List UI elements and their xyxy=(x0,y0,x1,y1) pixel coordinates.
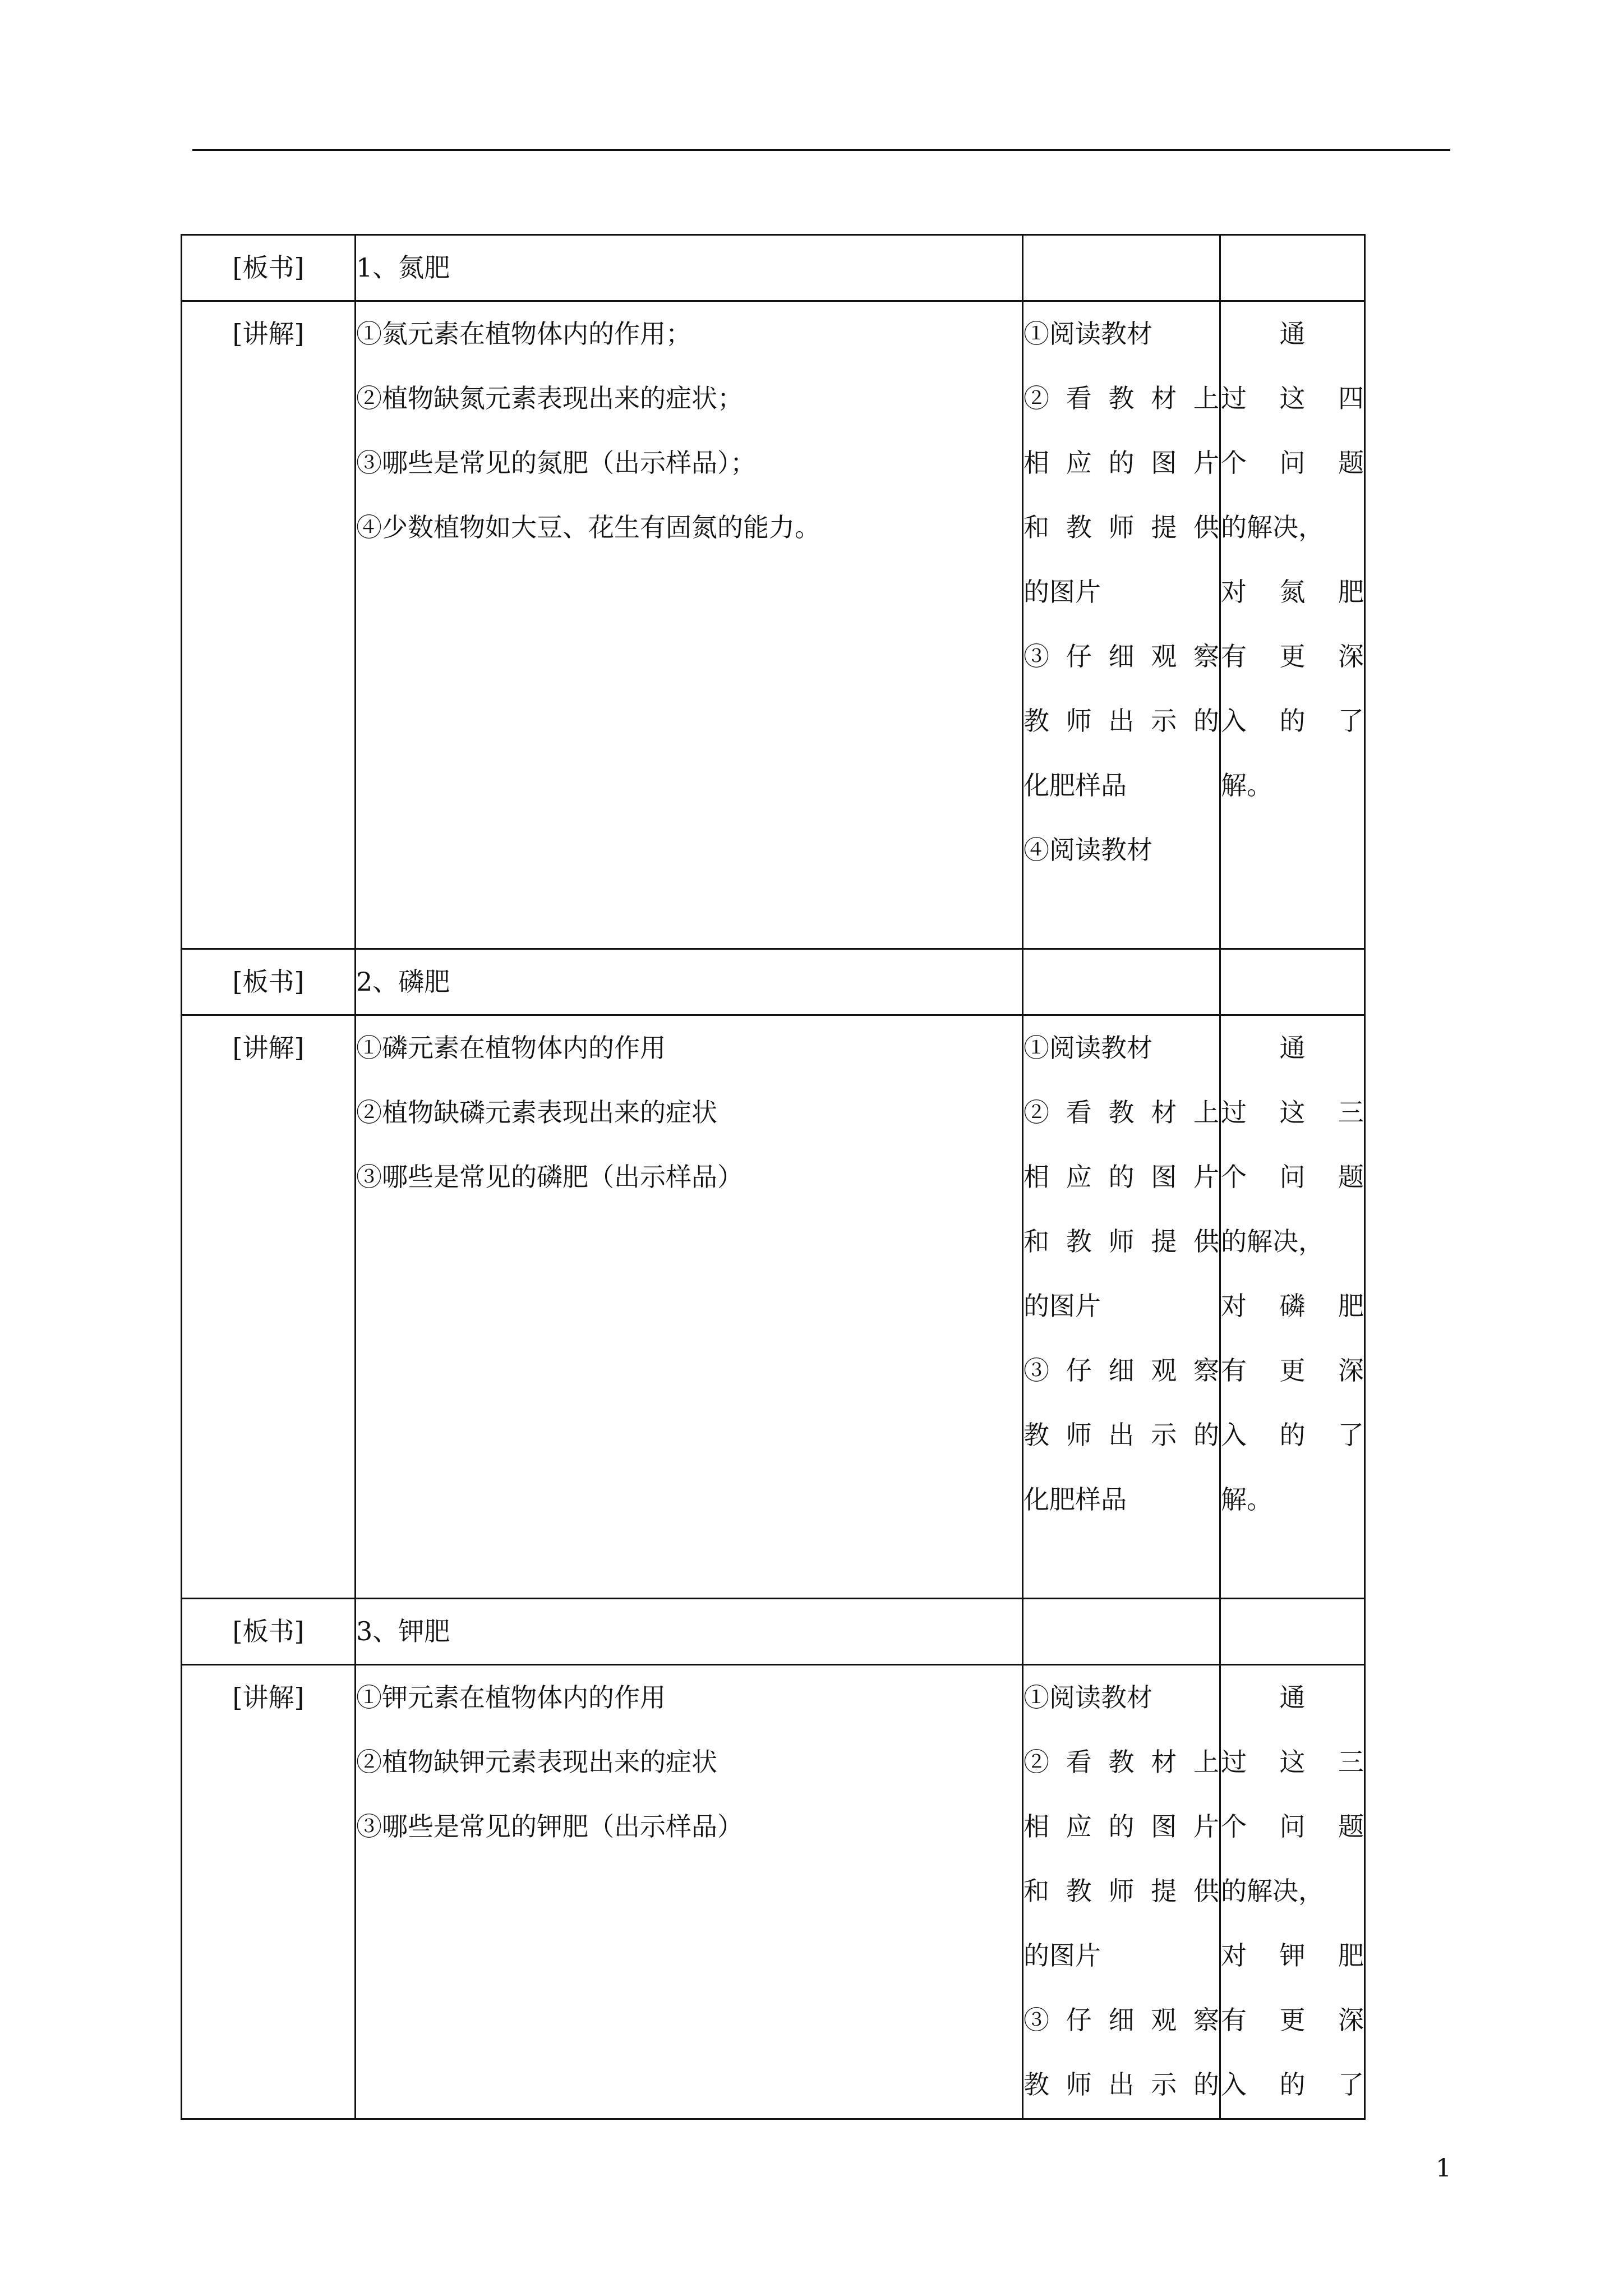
intent-line: 的解决， xyxy=(1221,1226,1324,1257)
student-line: ①阅读教材 xyxy=(1023,1033,1152,1063)
teacher-points xyxy=(356,1015,1023,1599)
board-title: 2、磷肥 xyxy=(356,949,1023,1015)
teacher-points xyxy=(356,301,1023,949)
student-line: 教师出示的 xyxy=(1023,706,1219,736)
design-intent xyxy=(1220,1015,1365,1599)
header-rule xyxy=(192,149,1450,151)
point-item: ②植物缺钾元素表现出来的症状 xyxy=(356,1747,717,1777)
empty-cell xyxy=(1220,235,1365,301)
explain-tag: [讲解] xyxy=(182,301,356,949)
explain-row-phosphorus xyxy=(182,1015,1365,1599)
student-line: ②看教材上 xyxy=(1023,1097,1219,1128)
point-item: ①钾元素在植物体内的作用 xyxy=(356,1682,666,1713)
point-item: ④少数植物如大豆、花生有固氮的能力。 xyxy=(356,512,820,542)
empty-cell xyxy=(1023,1599,1220,1665)
point-item: ②植物缺磷元素表现出来的症状 xyxy=(356,1097,717,1128)
point-item: ③哪些是常见的钾肥（出示样品） xyxy=(356,1811,743,1842)
intent-line: 个问题 xyxy=(1221,1811,1364,1842)
board-row-nitrogen xyxy=(182,235,1365,301)
intent-line: 对钾肥 xyxy=(1221,1940,1364,1971)
point-item: ①磷元素在植物体内的作用 xyxy=(356,1033,666,1063)
student-line: 教师出示的 xyxy=(1023,1420,1219,1450)
student-line: ④阅读教材 xyxy=(1023,835,1152,865)
empty-cell xyxy=(1220,1599,1365,1665)
intent-line: 入的了 xyxy=(1221,706,1364,736)
student-line: 化肥样品 xyxy=(1023,1484,1127,1515)
intent-line: 对氮肥 xyxy=(1221,577,1364,607)
intent-line: 的解决， xyxy=(1221,512,1324,542)
intent-line: 入的了 xyxy=(1221,2069,1364,2100)
point-item: ②植物缺氮元素表现出来的症状； xyxy=(356,383,743,413)
student-line: 和教师提供 xyxy=(1023,1876,1219,1906)
board-row-potassium xyxy=(182,1599,1365,1665)
student-line: ③仔细观察 xyxy=(1023,2005,1219,2035)
student-line: 相应的图片 xyxy=(1023,1162,1219,1192)
explain-row-potassium xyxy=(182,1665,1365,2119)
point-item: ③哪些是常见的磷肥（出示样品） xyxy=(356,1162,743,1192)
intent-line: 有更深 xyxy=(1221,2005,1364,2035)
explain-row-nitrogen xyxy=(182,301,1365,949)
board-title: 3、钾肥 xyxy=(356,1599,1023,1665)
intent-line: 的解决， xyxy=(1221,1876,1324,1906)
intent-line: 通 xyxy=(1279,1682,1306,1713)
intent-line: 入的了 xyxy=(1221,1420,1364,1450)
student-line: 相应的图片 xyxy=(1023,1811,1219,1842)
student-line: 的图片 xyxy=(1023,1291,1101,1321)
student-line: ③仔细观察 xyxy=(1023,1355,1219,1386)
intent-line: 通 xyxy=(1279,1033,1306,1063)
student-line: 教师出示的 xyxy=(1023,2069,1219,2100)
empty-cell xyxy=(1023,235,1220,301)
explain-tag: [讲解] xyxy=(182,1665,356,2119)
board-tag: [板书] xyxy=(182,235,356,301)
board-tag: [板书] xyxy=(182,1599,356,1665)
empty-cell xyxy=(1220,949,1365,1015)
student-activity xyxy=(1023,301,1220,949)
intent-line: 个问题 xyxy=(1221,448,1364,478)
teacher-points xyxy=(356,1665,1023,2119)
student-line: ③仔细观察 xyxy=(1023,641,1219,671)
intent-line: 通 xyxy=(1279,319,1306,349)
intent-line: 解。 xyxy=(1221,770,1272,800)
student-line: 和教师提供 xyxy=(1023,512,1219,542)
student-line: ②看教材上 xyxy=(1023,383,1219,413)
intent-line: 有更深 xyxy=(1221,1355,1364,1386)
intent-line: 个问题 xyxy=(1221,1162,1364,1192)
student-activity xyxy=(1023,1015,1220,1599)
board-title: 1、氮肥 xyxy=(356,235,1023,301)
student-line: 相应的图片 xyxy=(1023,448,1219,478)
intent-line: 解。 xyxy=(1221,1484,1272,1515)
intent-line: 过这三 xyxy=(1221,1747,1364,1777)
student-line: ②看教材上 xyxy=(1023,1747,1219,1777)
point-item: ①氮元素在植物体内的作用； xyxy=(356,319,691,349)
explain-tag: [讲解] xyxy=(182,1015,356,1599)
lesson-plan-table xyxy=(181,234,1366,2120)
intent-line: 过这三 xyxy=(1221,1097,1364,1128)
intent-line: 有更深 xyxy=(1221,641,1364,671)
student-line: 的图片 xyxy=(1023,577,1101,607)
page-number: 1 xyxy=(1436,2154,1451,2183)
student-line: 化肥样品 xyxy=(1023,770,1127,800)
empty-cell xyxy=(1023,949,1220,1015)
student-activity xyxy=(1023,1665,1220,2119)
intent-line: 对磷肥 xyxy=(1221,1291,1364,1321)
student-line: ①阅读教材 xyxy=(1023,319,1152,349)
point-item: ③哪些是常见的氮肥（出示样品）； xyxy=(356,448,756,478)
design-intent xyxy=(1220,1665,1365,2119)
board-row-phosphorus xyxy=(182,949,1365,1015)
design-intent xyxy=(1220,301,1365,949)
intent-line: 过这四 xyxy=(1221,383,1364,413)
student-line: ①阅读教材 xyxy=(1023,1682,1152,1713)
student-line: 的图片 xyxy=(1023,1940,1101,1971)
student-line: 和教师提供 xyxy=(1023,1226,1219,1257)
board-tag: [板书] xyxy=(182,949,356,1015)
